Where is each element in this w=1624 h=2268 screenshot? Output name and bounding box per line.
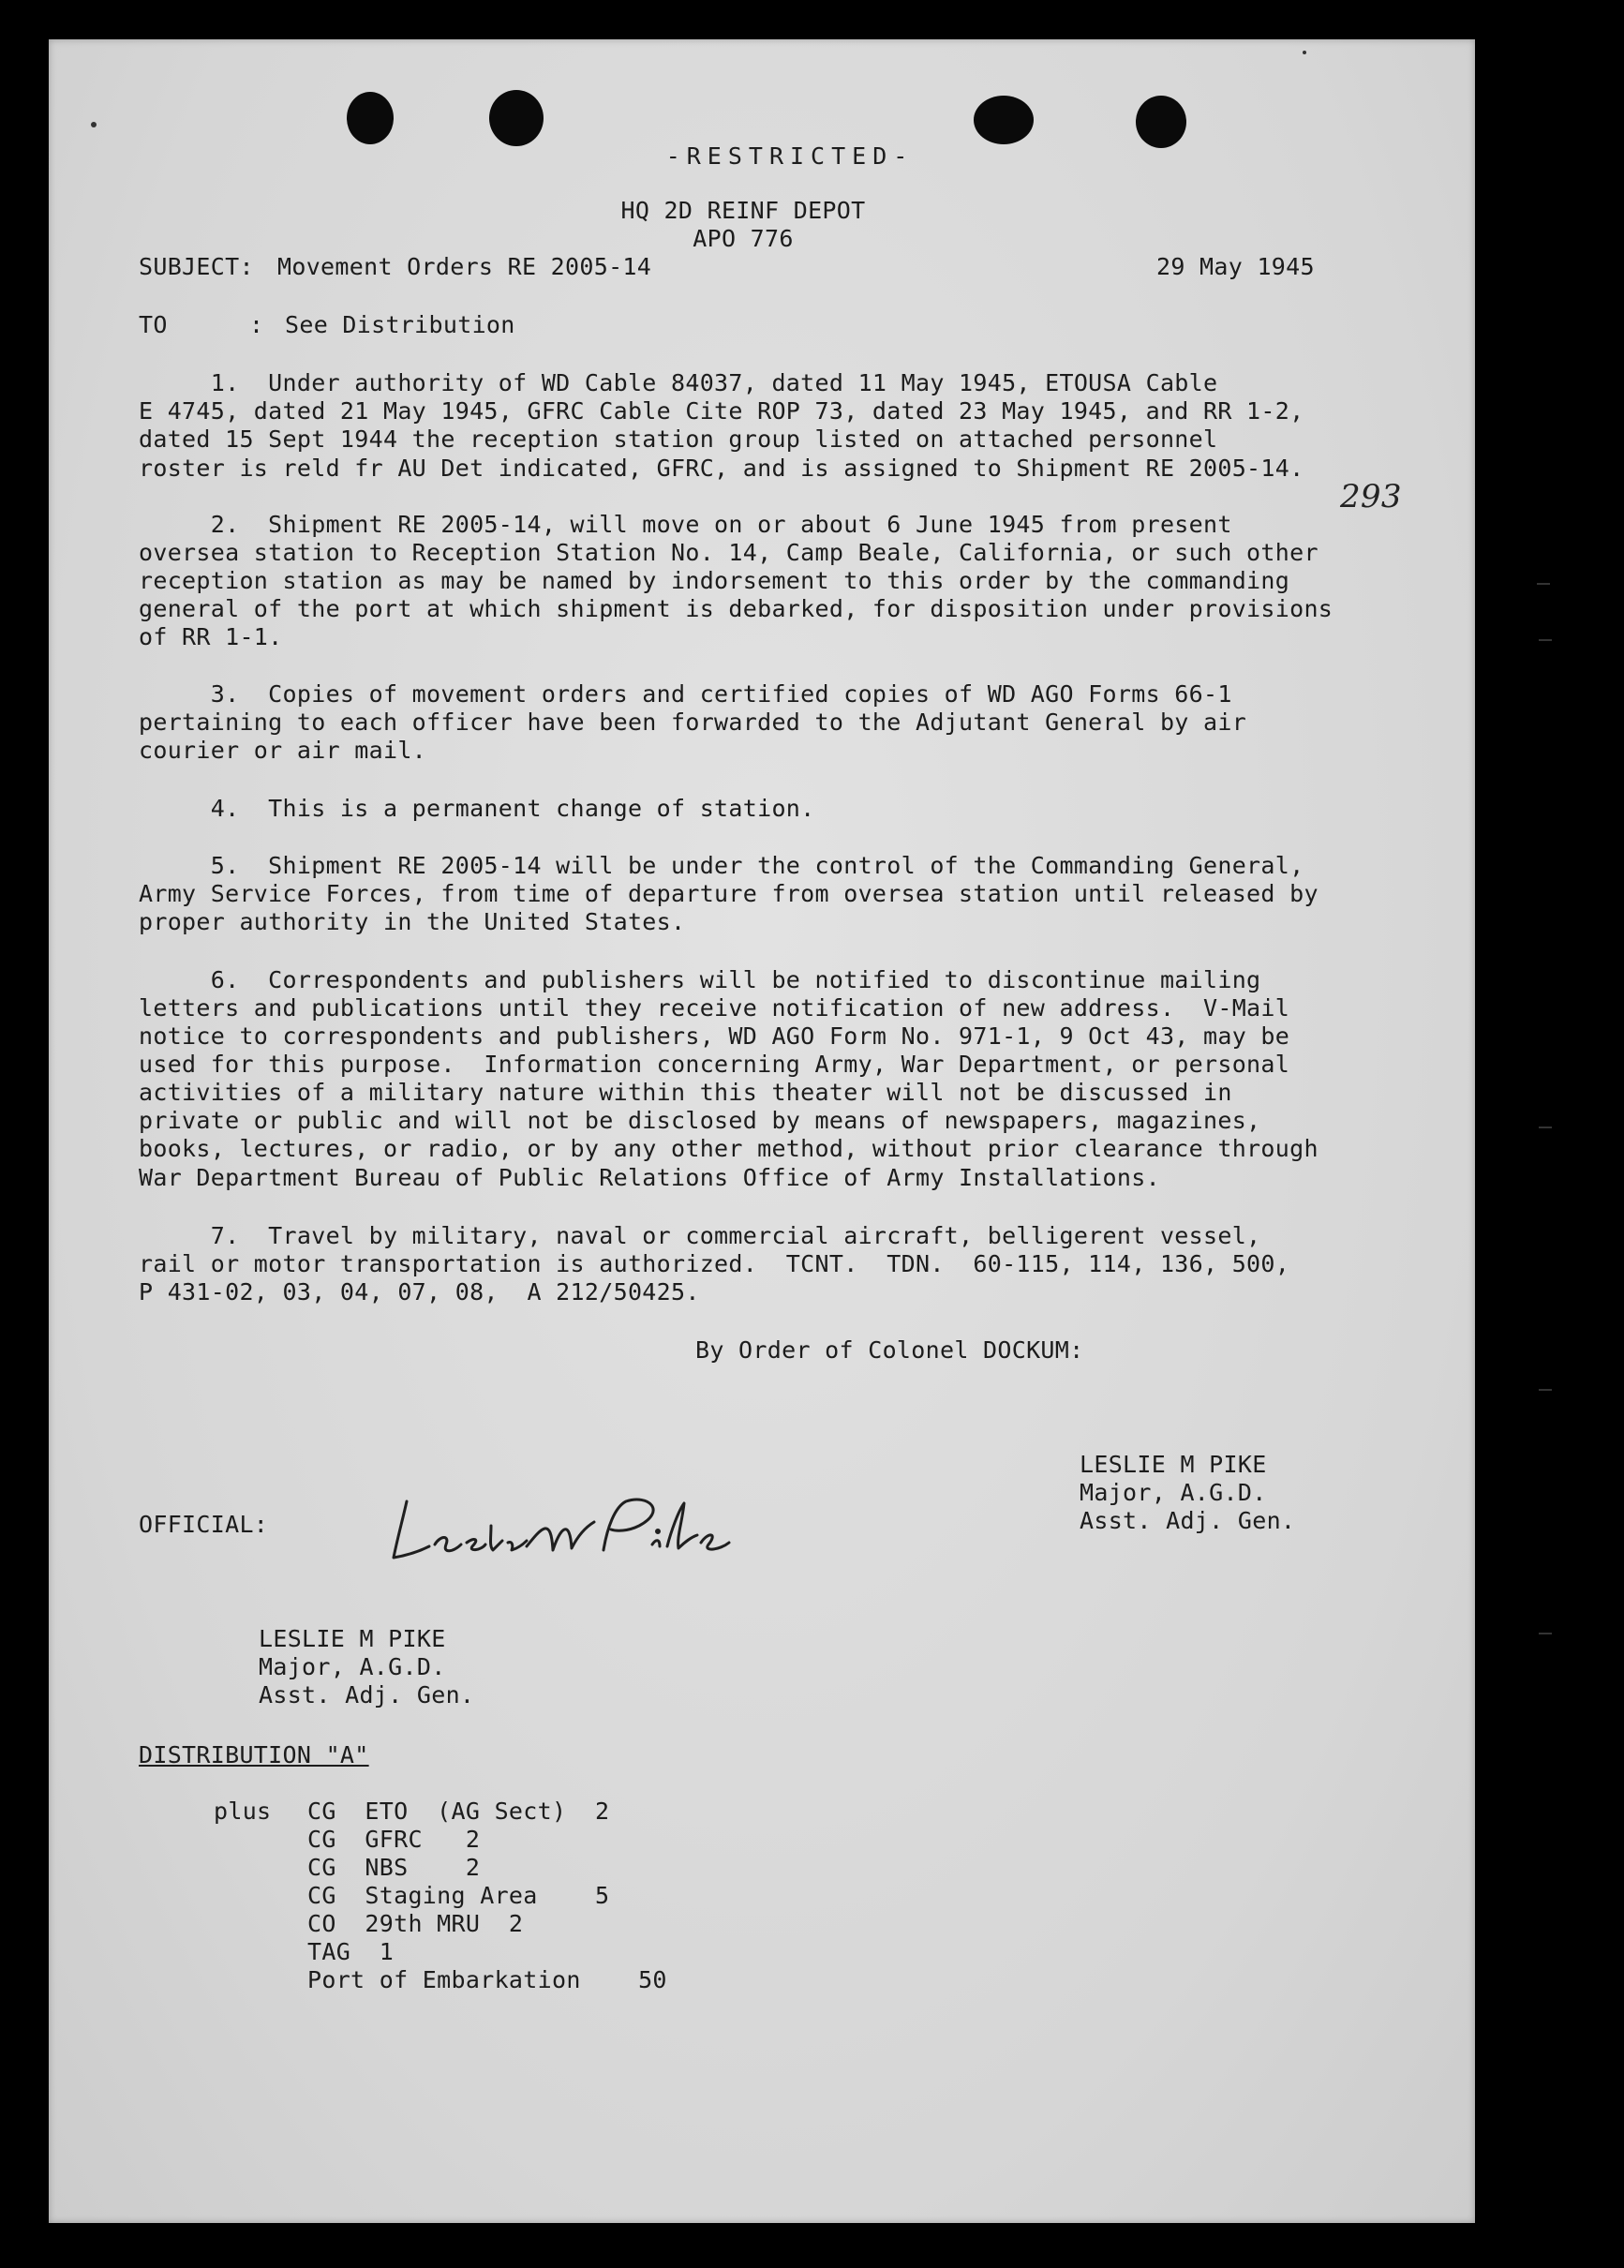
marginal-page-number: 293 xyxy=(1340,478,1402,515)
signer-rank: Major, A.G.D. xyxy=(1080,1479,1267,1506)
signer-name: LESLIE M PIKE xyxy=(1080,1451,1267,1478)
paragraph-line: used for this purpose. Information concerning Army, War Department, or personal xyxy=(139,1051,1290,1078)
paragraph-line: dated 15 Sept 1944 the reception station group listed on attached personnel xyxy=(139,425,1218,453)
distribution-item: CG Staging Area 5 xyxy=(307,1882,610,1909)
official-rank: Major, A.G.D. xyxy=(259,1653,446,1680)
paragraph-line: 2. Shipment RE 2005-14, will move on or about 6 June 1945 from present xyxy=(139,511,1232,538)
paragraph-line: oversea station to Reception Station No. 14, Camp Beale, California, or such other xyxy=(139,539,1319,566)
edge-mark xyxy=(1539,1389,1552,1391)
paragraph-line: 1. Under authority of WD Cable 84037, dated 11 May 1945, ETOUSA Cable xyxy=(139,369,1218,396)
subject-value: Movement Orders RE 2005-14 xyxy=(277,253,652,280)
paragraph-line: roster is reld fr AU Det indicated, GFRC, and is assigned to Shipment RE 2005-14. xyxy=(139,455,1304,482)
distribution-item: TAG 1 xyxy=(307,1938,395,1965)
signer-title: Asst. Adj. Gen. xyxy=(1080,1507,1296,1534)
edge-mark xyxy=(1539,639,1552,641)
paragraph-line: 6. Correspondents and publishers will be notified to discontinue mailing xyxy=(139,966,1261,993)
apo-heading: APO 776 xyxy=(693,225,794,252)
document-date: 29 May 1945 xyxy=(1156,253,1315,280)
paragraph-line: notice to correspondents and publishers, WD AGO Form No. 971-1, 9 Oct 43, may be xyxy=(139,1022,1290,1050)
paragraph-line: proper authority in the United States. xyxy=(139,908,686,935)
classification-marking: -RESTRICTED- xyxy=(665,142,915,170)
paragraph-line: reception station as may be named by indorsement to this order by the commanding xyxy=(139,567,1290,594)
paragraph-line: pertaining to each officer have been forwarded to the Adjutant General by air xyxy=(139,709,1247,736)
paragraph-line: 4. This is a permanent change of station. xyxy=(139,795,815,822)
paragraph-line: 7. Travel by military, naval or commercial aircraft, belligerent vessel, xyxy=(139,1222,1261,1249)
distribution-plus-label: plus xyxy=(214,1798,272,1825)
paragraph-line: letters and publications until they receive notification of new address. V-Mail xyxy=(139,994,1290,1022)
paragraph-line: courier or air mail. xyxy=(139,737,427,764)
paragraph-line: War Department Bureau of Public Relations Office of Army Installations. xyxy=(139,1164,1160,1191)
unit-heading: HQ 2D REINF DEPOT xyxy=(620,197,866,224)
paragraph-line: books, lectures, or radio, or by any other method, without prior clearance through xyxy=(139,1135,1319,1162)
by-order-line: By Order of Colonel DOCKUM: xyxy=(695,1336,1084,1364)
to-label: TO xyxy=(139,311,168,338)
paragraph-line: activities of a military nature within this theater will not be discussed in xyxy=(139,1079,1232,1106)
paragraph-line: E 4745, dated 21 May 1945, GFRC Cable Cite ROP 73, dated 23 May 1945, and RR 1-2, xyxy=(139,397,1304,425)
distribution-list xyxy=(307,1798,667,2042)
edge-mark xyxy=(1539,1127,1552,1128)
distribution-heading: DISTRIBUTION "A" xyxy=(139,1741,369,1768)
paragraph-line: general of the port at which shipment is debarked, for disposition under provisions xyxy=(139,595,1333,622)
paragraph-line: 3. Copies of movement orders and certified copies of WD AGO Forms 66-1 xyxy=(139,680,1232,708)
to-value: See Distribution xyxy=(285,311,515,338)
paragraph-line: rail or motor transportation is authorized. TCNT. TDN. 60-115, 114, 136, 500, xyxy=(139,1250,1290,1277)
distribution-item: CG GFRC 2 xyxy=(307,1826,481,1853)
distribution-item: CG ETO (AG Sect) 2 xyxy=(307,1798,610,1825)
paragraph-line: 5. Shipment RE 2005-14 will be under the control of the Commanding General, xyxy=(139,852,1304,879)
distribution-item: Port of Embarkation 50 xyxy=(307,1966,667,1993)
edge-mark xyxy=(1539,1633,1552,1634)
distribution-item: CG NBS 2 xyxy=(307,1854,481,1881)
edge-mark xyxy=(1537,583,1550,585)
official-title: Asst. Adj. Gen. xyxy=(259,1681,475,1708)
paragraph-line: of RR 1-1. xyxy=(139,623,283,650)
document-page xyxy=(49,39,1475,2223)
distribution-item: CO 29th MRU 2 xyxy=(307,1910,524,1937)
official-label: OFFICIAL: xyxy=(139,1511,269,1538)
paragraph-line: P 431-02, 03, 04, 07, 08, A 212/50425. xyxy=(139,1278,700,1306)
to-colon: : xyxy=(249,311,264,338)
paragraph-line: private or public and will not be disclosed by means of newspapers, magazines, xyxy=(139,1107,1261,1134)
official-name: LESLIE M PIKE xyxy=(259,1625,446,1652)
paragraph-line: Army Service Forces, from time of departure from oversea station until released by xyxy=(139,880,1319,907)
subject-label: SUBJECT: xyxy=(139,253,254,280)
handwritten-signature xyxy=(386,1490,780,1574)
